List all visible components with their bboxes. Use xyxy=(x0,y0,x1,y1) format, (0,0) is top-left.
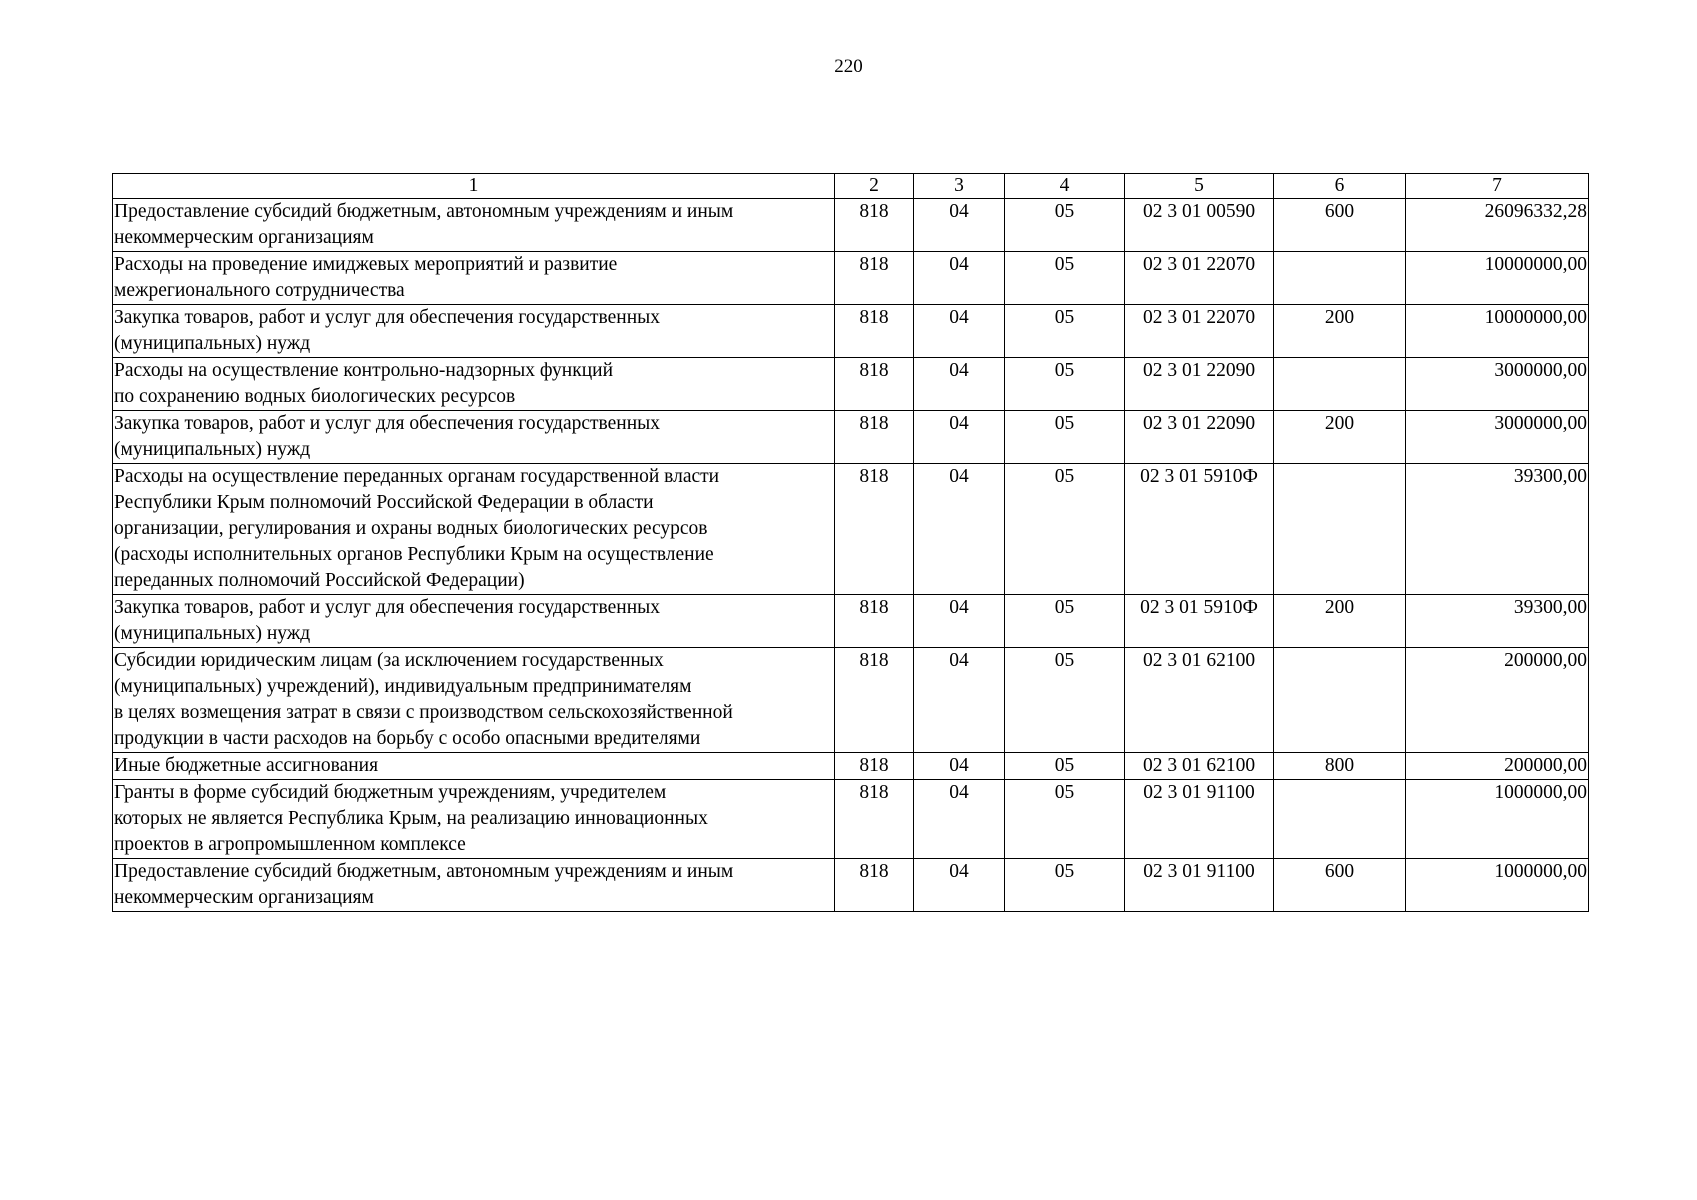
ministry-code-cell: 818 xyxy=(835,199,914,252)
section-code-cell: 04 xyxy=(914,859,1005,912)
section-code-cell: 04 xyxy=(914,780,1005,859)
expense-type-cell: 800 xyxy=(1274,753,1406,780)
amount-cell: 1000000,00 xyxy=(1406,859,1589,912)
column-header: 1 xyxy=(113,174,835,199)
amount-cell: 10000000,00 xyxy=(1406,252,1589,305)
expense-type-cell xyxy=(1274,648,1406,753)
column-header: 4 xyxy=(1005,174,1125,199)
target-article-cell: 02 3 01 22090 xyxy=(1125,358,1274,411)
amount-cell: 10000000,00 xyxy=(1406,305,1589,358)
ministry-code-cell: 818 xyxy=(835,305,914,358)
subsection-code-cell: 05 xyxy=(1005,753,1125,780)
target-article-cell: 02 3 01 62100 xyxy=(1125,753,1274,780)
target-article-cell: 02 3 01 22070 xyxy=(1125,252,1274,305)
section-code-cell: 04 xyxy=(914,595,1005,648)
column-header: 7 xyxy=(1406,174,1589,199)
expense-type-cell: 200 xyxy=(1274,305,1406,358)
column-header: 6 xyxy=(1274,174,1406,199)
section-code-cell: 04 xyxy=(914,648,1005,753)
column-header: 5 xyxy=(1125,174,1274,199)
section-code-cell: 04 xyxy=(914,358,1005,411)
subsection-code-cell: 05 xyxy=(1005,464,1125,595)
table-row xyxy=(113,595,1589,648)
column-header: 3 xyxy=(914,174,1005,199)
subsection-code-cell: 05 xyxy=(1005,411,1125,464)
column-header-row xyxy=(113,174,1589,199)
column-header: 2 xyxy=(835,174,914,199)
expense-name-cell: Расходы на осуществление контрольно-надзорных функций по сохранению водных биологических ресурсов xyxy=(113,358,835,411)
table-row xyxy=(113,648,1589,753)
expense-name-cell: Закупка товаров, работ и услуг для обеспечения государственных (муниципальных) нужд xyxy=(113,411,835,464)
subsection-code-cell: 05 xyxy=(1005,859,1125,912)
subsection-code-cell: 05 xyxy=(1005,595,1125,648)
expense-name-cell: Закупка товаров, работ и услуг для обеспечения государственных (муниципальных) нужд xyxy=(113,595,835,648)
target-article-cell: 02 3 01 5910Ф xyxy=(1125,464,1274,595)
expense-name-cell: Субсидии юридическим лицам (за исключением государственных (муниципальных) учреждений), индивидуальным предпринимателям в целях возмещения затрат в связи с производством сельскохозяйственной продукции в части расходов на борьбу с особо опасными вредителями xyxy=(113,648,835,753)
section-code-cell: 04 xyxy=(914,411,1005,464)
expense-type-cell: 600 xyxy=(1274,859,1406,912)
subsection-code-cell: 05 xyxy=(1005,252,1125,305)
section-code-cell: 04 xyxy=(914,753,1005,780)
table-row xyxy=(113,753,1589,780)
section-code-cell: 04 xyxy=(914,252,1005,305)
target-article-cell: 02 3 01 62100 xyxy=(1125,648,1274,753)
expense-name-cell: Расходы на проведение имиджевых мероприятий и развитие межрегионального сотрудничества xyxy=(113,252,835,305)
expense-type-cell xyxy=(1274,252,1406,305)
target-article-cell: 02 3 01 00590 xyxy=(1125,199,1274,252)
expense-name-cell: Предоставление субсидий бюджетным, автономным учреждениям и иным некоммерческим организациям xyxy=(113,859,835,912)
expense-type-cell: 200 xyxy=(1274,595,1406,648)
expense-type-cell xyxy=(1274,464,1406,595)
target-article-cell: 02 3 01 22070 xyxy=(1125,305,1274,358)
expense-type-cell xyxy=(1274,358,1406,411)
table-row xyxy=(113,305,1589,358)
amount-cell: 200000,00 xyxy=(1406,753,1589,780)
expense-name-cell: Расходы на осуществление переданных органам государственной власти Республики Крым полномочий Российской Федерации в области организации, регулирования и охраны водных биологических ресурсов (расходы исполнительных органов Республики Крым на осуществление переданных полномочий Российской Федерации) xyxy=(113,464,835,595)
amount-cell: 3000000,00 xyxy=(1406,358,1589,411)
amount-cell: 26096332,28 xyxy=(1406,199,1589,252)
amount-cell: 3000000,00 xyxy=(1406,411,1589,464)
expense-type-cell: 600 xyxy=(1274,199,1406,252)
amount-cell: 39300,00 xyxy=(1406,464,1589,595)
table-row xyxy=(113,464,1589,595)
amount-cell: 200000,00 xyxy=(1406,648,1589,753)
expense-type-cell: 200 xyxy=(1274,411,1406,464)
table-body xyxy=(113,199,1589,912)
subsection-code-cell: 05 xyxy=(1005,648,1125,753)
ministry-code-cell: 818 xyxy=(835,859,914,912)
ministry-code-cell: 818 xyxy=(835,358,914,411)
subsection-code-cell: 05 xyxy=(1005,358,1125,411)
budget-table xyxy=(112,173,1589,912)
subsection-code-cell: 05 xyxy=(1005,305,1125,358)
expense-name-cell: Закупка товаров, работ и услуг для обеспечения государственных (муниципальных) нужд xyxy=(113,305,835,358)
ministry-code-cell: 818 xyxy=(835,648,914,753)
table-row xyxy=(113,252,1589,305)
amount-cell: 39300,00 xyxy=(1406,595,1589,648)
ministry-code-cell: 818 xyxy=(835,753,914,780)
table-row xyxy=(113,859,1589,912)
expense-name-cell: Гранты в форме субсидий бюджетным учреждениям, учредителем которых не является Республика Крым, на реализацию инновационных проектов в агропромышленном комплексе xyxy=(113,780,835,859)
expense-name-cell: Предоставление субсидий бюджетным, автономным учреждениям и иным некоммерческим организациям xyxy=(113,199,835,252)
section-code-cell: 04 xyxy=(914,199,1005,252)
ministry-code-cell: 818 xyxy=(835,780,914,859)
target-article-cell: 02 3 01 91100 xyxy=(1125,859,1274,912)
target-article-cell: 02 3 01 5910Ф xyxy=(1125,595,1274,648)
ministry-code-cell: 818 xyxy=(835,595,914,648)
ministry-code-cell: 818 xyxy=(835,252,914,305)
section-code-cell: 04 xyxy=(914,464,1005,595)
table-row xyxy=(113,358,1589,411)
section-code-cell: 04 xyxy=(914,305,1005,358)
table-row xyxy=(113,780,1589,859)
amount-cell: 1000000,00 xyxy=(1406,780,1589,859)
expense-name-cell: Иные бюджетные ассигнования xyxy=(113,753,835,780)
table-row xyxy=(113,199,1589,252)
subsection-code-cell: 05 xyxy=(1005,780,1125,859)
ministry-code-cell: 818 xyxy=(835,464,914,595)
expense-type-cell xyxy=(1274,780,1406,859)
ministry-code-cell: 818 xyxy=(835,411,914,464)
table-row xyxy=(113,411,1589,464)
page-number: 220 xyxy=(834,56,863,77)
subsection-code-cell: 05 xyxy=(1005,199,1125,252)
target-article-cell: 02 3 01 22090 xyxy=(1125,411,1274,464)
target-article-cell: 02 3 01 91100 xyxy=(1125,780,1274,859)
